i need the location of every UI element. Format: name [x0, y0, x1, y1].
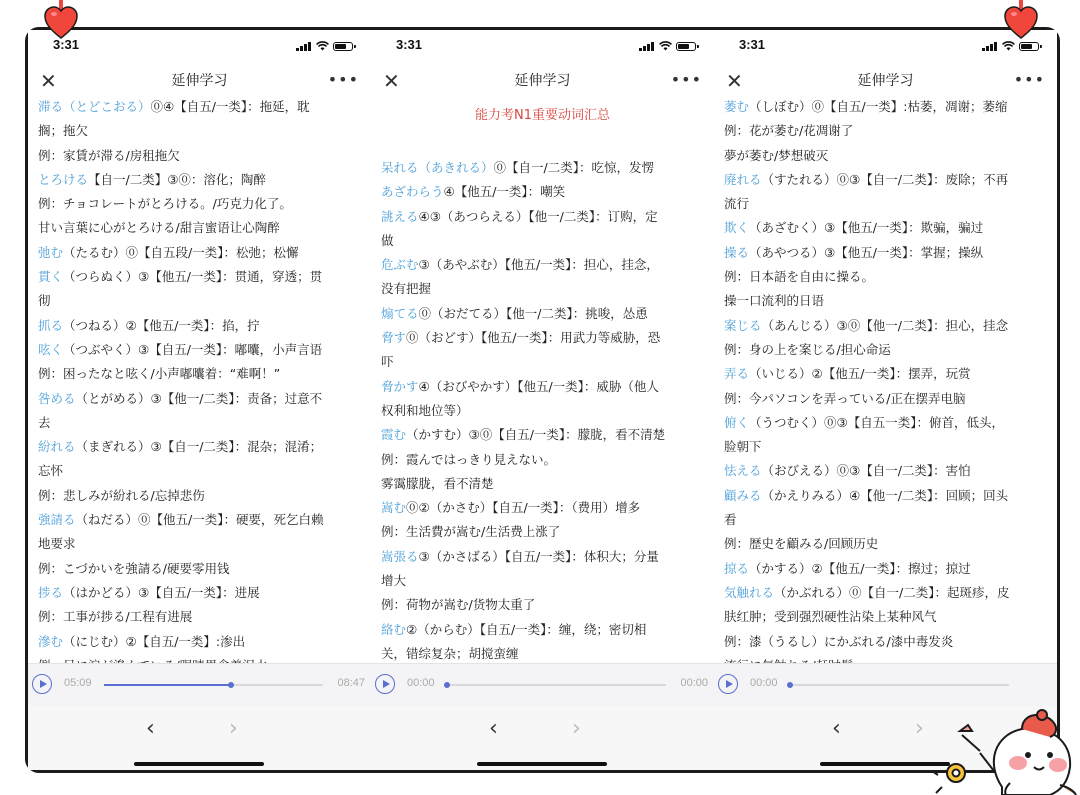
- list-item: [38, 630, 361, 654]
- heart-sticker-icon: [44, 0, 78, 40]
- total-time: 00:00: [680, 677, 708, 689]
- word: 咎める: [38, 390, 76, 406]
- definition: 雾霭朦胧，看不清楚: [381, 475, 494, 491]
- word-list: [28, 95, 371, 678]
- status-icons: [982, 40, 1039, 52]
- definition: 例：こづかいを強請る/硬要零用钱: [38, 560, 230, 576]
- word: 俯く: [724, 414, 750, 430]
- heart-sticker-icon: [1004, 0, 1038, 40]
- definition: （たるむ）⓪【自五段/一类】：松弛；松懈: [63, 244, 299, 260]
- list-item: [38, 532, 361, 556]
- list-item: [724, 144, 1047, 168]
- list-item: [38, 192, 361, 216]
- cat-sticker-icon: [910, 675, 1080, 795]
- list-item: [38, 119, 361, 143]
- list-item: [724, 216, 1047, 240]
- home-indicator: [134, 762, 264, 766]
- word: とろける: [38, 171, 89, 187]
- status-time: 3:31: [396, 37, 423, 52]
- list-item: [381, 423, 704, 447]
- list-item: [724, 192, 1047, 216]
- close-icon[interactable]: ✕: [383, 69, 400, 93]
- progress-track[interactable]: [447, 684, 666, 686]
- list-item: [724, 265, 1047, 289]
- status-bar: [28, 30, 371, 60]
- definition: 流行: [724, 196, 750, 212]
- list-item: [381, 302, 704, 326]
- list-item: [38, 387, 361, 411]
- status-icons: [639, 40, 696, 52]
- list-item: [38, 581, 361, 605]
- content-area[interactable]: [714, 97, 1057, 663]
- word: 弄る: [724, 366, 750, 382]
- list-item: [381, 545, 704, 569]
- definition: 肤红肿；受到强烈硬性沾染上某种风气: [724, 609, 937, 625]
- word-list: [714, 95, 1057, 678]
- word: 顧みる: [724, 487, 762, 503]
- word: 滲む: [38, 633, 64, 649]
- list-item: [724, 459, 1047, 483]
- word-list: [371, 107, 714, 666]
- definition: （にじむ）②【自五/一类】:渗出: [63, 633, 246, 649]
- progress-fill: [104, 684, 231, 686]
- definition: （あざむく）③【他五/一类】：欺骗，骗过: [749, 220, 984, 236]
- definition: ③（かさばる）【自五/一类】：体积大；分量: [418, 548, 659, 564]
- progress-knob[interactable]: [787, 682, 793, 688]
- word: 滞る（とどこおる）: [38, 99, 151, 114]
- list-item: [38, 241, 361, 265]
- definition: 【自一/二类】③⓪：溶化；陶醉: [88, 171, 266, 187]
- progress-knob[interactable]: [444, 682, 450, 688]
- word: 絡む: [381, 621, 407, 637]
- nav-bar: [371, 67, 714, 95]
- play-icon[interactable]: [718, 674, 738, 694]
- list-item: [38, 508, 361, 532]
- definition: （あやつる）③【他五/一类】：掌握；操纵: [749, 244, 984, 260]
- list-item: [381, 593, 704, 617]
- progress-track[interactable]: [104, 684, 323, 686]
- definition: 例：家賃が滞る/房租拖欠: [38, 147, 180, 163]
- chevron-left-icon[interactable]: ‹: [146, 716, 155, 741]
- definition: （しぼむ）⓪【自五/一类】:枯萎，凋谢；萎缩: [749, 99, 1008, 114]
- bottom-toolbar: [28, 706, 371, 770]
- signal-icon: [639, 41, 654, 51]
- list-item: [381, 156, 704, 180]
- list-item: [381, 180, 704, 204]
- wifi-icon: [1002, 41, 1014, 51]
- definition: 例：生活費が嵩む/生活费上涨了: [381, 524, 561, 540]
- definition: ⓪【自一/二类】：吃惊，发愣: [493, 160, 654, 175]
- word: 萎む: [724, 99, 750, 114]
- list-item: [38, 605, 361, 629]
- word: 紛れる: [38, 439, 76, 455]
- list-item: [724, 387, 1047, 411]
- close-icon[interactable]: ✕: [726, 69, 743, 93]
- definition: 例：花が萎む/花凋谢了: [724, 123, 854, 139]
- definition: 没有把握: [381, 281, 432, 297]
- word: 嵩む: [381, 500, 407, 516]
- list-item: [38, 362, 361, 386]
- definition: 例：チョコレートがとろける。/巧克力化了。: [38, 196, 292, 212]
- definition: 例：日本語を自由に操る。: [724, 269, 875, 285]
- phone-screen-1: [28, 30, 371, 770]
- current-time: 00:00: [750, 677, 778, 689]
- definition: （かすむ）③⓪【自五/一类】：朦胧，看不清楚: [406, 427, 666, 443]
- nav-bar: [28, 67, 371, 95]
- list-item: [38, 314, 361, 338]
- word: 案じる: [724, 317, 762, 333]
- bottom-toolbar: [371, 706, 714, 770]
- current-time: 05:09: [64, 677, 92, 689]
- chevron-left-icon[interactable]: ‹: [489, 716, 498, 741]
- definition: ⓪（おだてる）【他一/二类】：挑唆，怂恿: [418, 305, 648, 321]
- list-item: [724, 484, 1047, 508]
- definition: 增大: [381, 573, 407, 589]
- list-item: [381, 205, 704, 229]
- list-item: [381, 253, 704, 277]
- signal-icon: [296, 41, 311, 51]
- word: 嵩張る: [381, 548, 419, 564]
- chevron-right-icon[interactable]: ›: [915, 716, 924, 741]
- definition: ⓪②（かさむ）【自五/一类】：（费用）增多: [406, 500, 641, 516]
- list-item: [38, 168, 361, 192]
- definition: ④（おびやかす）【他五/一类】：威胁（他人: [418, 378, 659, 394]
- list-item: [38, 435, 361, 459]
- home-indicator: [477, 762, 607, 766]
- definition: 例：工事が捗る/工程有进展: [38, 609, 193, 625]
- word: 誂える: [381, 208, 419, 224]
- list-item: [381, 520, 704, 544]
- word: 霞む: [381, 427, 407, 443]
- status-icons: [296, 40, 353, 52]
- definition: 看: [724, 512, 737, 528]
- definition: （あんじる）③⓪【他一/二类】：担心，挂念: [761, 317, 1009, 333]
- definition: 操一口流利的日语: [724, 293, 825, 309]
- definition: 例：荷物が嵩む/货物太重了: [381, 597, 536, 613]
- list-item: [724, 241, 1047, 265]
- list-item: [724, 581, 1047, 605]
- nav-bar: [714, 67, 1057, 95]
- definition: 例：歴史を顧みる/回顾历史: [724, 536, 879, 552]
- definition: ④【他五/一类】：嘲笑: [443, 184, 566, 200]
- close-icon[interactable]: ✕: [40, 69, 57, 93]
- play-icon[interactable]: [375, 674, 395, 694]
- definition: ④③（あつらえる）【他一/二类】：订购，定: [418, 208, 658, 224]
- wifi-icon: [659, 41, 671, 51]
- progress-knob[interactable]: [228, 682, 234, 688]
- definition: （はかどる）③【自五/一类】：进展: [63, 584, 260, 600]
- list-item: [724, 508, 1047, 532]
- list-item: [724, 314, 1047, 338]
- list-item: [381, 350, 704, 374]
- definition: （かする）②【他五/一类】：擦过；掠过: [749, 560, 971, 576]
- section-heading: 能力考N1重要动词汇总: [475, 108, 610, 123]
- definition: （つぶやく）③【自五/一类】：嘟囔，小声言语: [63, 341, 323, 357]
- list-item: [724, 411, 1047, 435]
- battery-icon: [1019, 42, 1039, 51]
- list-item: [724, 532, 1047, 556]
- definition: 例：身の上を案じる/担心命运: [724, 341, 891, 357]
- status-bar: [371, 30, 714, 60]
- definition: ②（からむ）【自五/一类】：缠，绕；密切相: [406, 621, 647, 637]
- list-item: [724, 435, 1047, 459]
- definition: 搁；拖欠: [38, 123, 89, 139]
- definition: 地要求: [38, 536, 76, 552]
- definition: （つらぬく）③【他五/一类】：贯通，穿透；贯: [63, 269, 323, 285]
- definition: 去: [38, 414, 51, 430]
- word: 強請る: [38, 512, 76, 528]
- list-item: [724, 168, 1047, 192]
- list-item: [724, 119, 1047, 143]
- definition: （かえりみる）④【他一/二类】：回顾；回头: [761, 487, 1009, 503]
- list-item: [38, 557, 361, 581]
- definition: （うつむく）⓪③【自五一类】：俯首，低头，: [749, 414, 1004, 430]
- total-time: 08:47: [337, 677, 365, 689]
- definition: （おびえる）⓪③【自一/二类】：害怕: [761, 463, 971, 479]
- list-item: [38, 411, 361, 435]
- list-item: [724, 362, 1047, 386]
- word: 煽てる: [381, 305, 419, 321]
- definition: 例：今パソコンを弄っている/正在摆弄电脑: [724, 390, 966, 406]
- word: 怯える: [724, 463, 762, 479]
- list-item: [381, 569, 704, 593]
- page-title: 延伸学习: [171, 73, 228, 89]
- battery-icon: [333, 42, 353, 51]
- signal-icon: [982, 41, 997, 51]
- content-area[interactable]: [371, 97, 714, 663]
- definition: 做: [381, 232, 394, 248]
- battery-icon: [676, 42, 696, 51]
- word: 廃れる: [724, 171, 762, 187]
- list-item: [38, 338, 361, 362]
- list-item: [381, 448, 704, 472]
- chevron-right-icon[interactable]: ›: [229, 716, 238, 741]
- definition: ⓪（おどす）【他五/一类】：用武力等威胁，恐: [406, 330, 661, 346]
- definition: 吓: [381, 354, 394, 370]
- list-item: [724, 630, 1047, 654]
- definition: （つねる）②【他五/一类】：掐，拧: [63, 317, 260, 333]
- more-icon[interactable]: •••: [327, 70, 359, 89]
- status-time: 3:31: [53, 37, 80, 52]
- play-icon[interactable]: [32, 674, 52, 694]
- list-item: [38, 484, 361, 508]
- definition: 权利和地位等）: [381, 402, 469, 418]
- list-item: [381, 618, 704, 642]
- word: 抓る: [38, 317, 64, 333]
- word: 欺く: [724, 220, 750, 236]
- list-item: [381, 399, 704, 423]
- word: 呆れる（あきれる）: [381, 160, 494, 175]
- status-time: 3:31: [739, 37, 766, 52]
- list-item: [38, 144, 361, 168]
- word: 捗る: [38, 584, 64, 600]
- list-item: [724, 557, 1047, 581]
- phone-screen-2: [371, 30, 714, 770]
- more-icon[interactable]: •••: [670, 70, 702, 89]
- list-item: [381, 496, 704, 520]
- word: あざわらう: [381, 184, 444, 200]
- list-item: [724, 95, 1047, 119]
- definition: 例：困ったなと呟く/小声嘟囔着：“难啊！”: [38, 366, 281, 382]
- definition: （かぶれる）⓪【自一/二类】：起斑疹，皮: [774, 584, 1010, 600]
- list-item: [381, 229, 704, 253]
- definition: 例：霞んではっきり見えない。: [381, 451, 557, 467]
- list-item: [38, 459, 361, 483]
- chevron-right-icon[interactable]: ›: [572, 716, 581, 741]
- word: 呟く: [38, 341, 64, 357]
- definition: （とがめる）③【他一/二类】：责备；过意不: [75, 390, 323, 406]
- word: 操る: [724, 244, 750, 260]
- audio-player: [371, 663, 714, 706]
- content-area[interactable]: [28, 97, 371, 663]
- definition: （ねだる）⓪【他五/一类】：硬要，死乞白赖: [75, 512, 324, 528]
- list-item: [38, 95, 361, 119]
- screenshot-collage: [25, 27, 1060, 773]
- definition: 彻: [38, 293, 51, 309]
- definition: 夢が萎む/梦想破灭: [724, 147, 829, 163]
- word: 脅す: [381, 330, 407, 346]
- list-item: [381, 375, 704, 399]
- list-item: [38, 265, 361, 289]
- word: 気触れる: [724, 584, 775, 600]
- current-time: 00:00: [407, 677, 435, 689]
- definition: 关，错综复杂；胡搅蛮缠: [381, 645, 519, 661]
- audio-player: [28, 663, 371, 706]
- chevron-left-icon[interactable]: ‹: [832, 716, 841, 741]
- definition: （まぎれる）③【自一/二类】：混杂；混淆；: [75, 439, 323, 455]
- definition: 脸朝下: [724, 439, 762, 455]
- list-item: [724, 338, 1047, 362]
- list-item: [381, 472, 704, 496]
- more-icon[interactable]: •••: [1013, 70, 1045, 89]
- word: 貫く: [38, 269, 64, 285]
- definition: 例：漆（うるし）にかぶれる/漆中毒发炎: [724, 633, 954, 649]
- word: 脅かす: [381, 378, 419, 394]
- list-item: [38, 216, 361, 240]
- definition: 忘怀: [38, 463, 64, 479]
- list-item: [381, 277, 704, 301]
- page-title: 延伸学习: [514, 73, 571, 89]
- definition: ③（あやぶむ）【他五/一类】：担心，挂念，: [418, 257, 659, 273]
- definition: 甘い言葉に心がとろける/甜言蜜语让心陶醉: [38, 220, 280, 236]
- list-item: [724, 605, 1047, 629]
- word: 弛む: [38, 244, 64, 260]
- word: 危ぶむ: [381, 257, 419, 273]
- wifi-icon: [316, 41, 328, 51]
- definition: （すたれる）⓪③【自一/二类】：废除；不再: [761, 171, 1009, 187]
- page-title: 延伸学习: [857, 73, 914, 89]
- list-item: [38, 289, 361, 313]
- definition: 例：悲しみが紛れる/忘掉悲伤: [38, 487, 205, 503]
- word: 掠る: [724, 560, 750, 576]
- definition: （いじる）②【他五/一类】：摆弄，玩赏: [749, 366, 971, 382]
- list-item: [381, 326, 704, 350]
- list-item: [724, 289, 1047, 313]
- phone-screen-3: [714, 30, 1057, 770]
- definition: ⓪④【自五/一类】：拖延，耽: [150, 99, 310, 114]
